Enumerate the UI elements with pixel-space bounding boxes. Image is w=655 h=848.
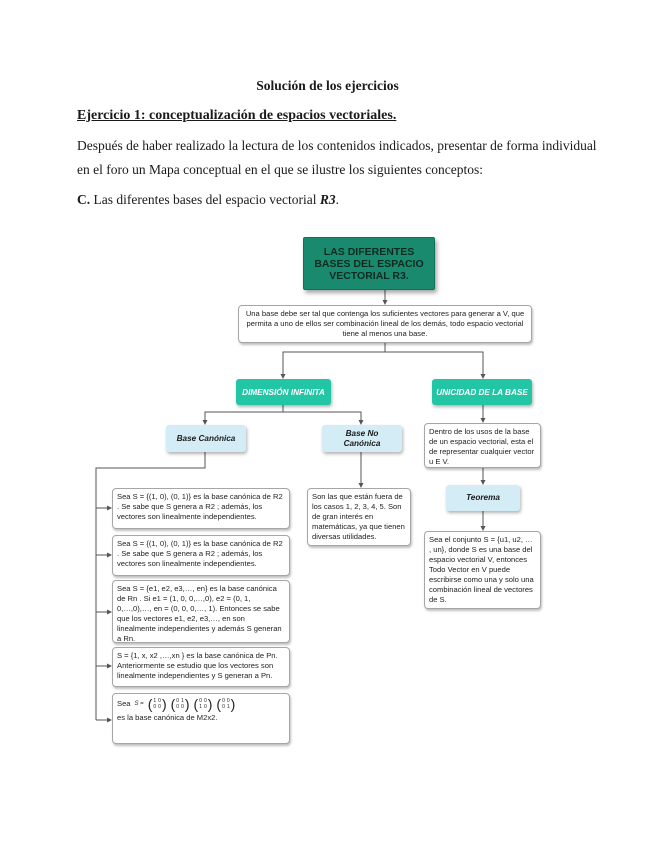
matrix-set-label: S =	[134, 701, 144, 707]
connector-to-no-canonica	[283, 412, 361, 424]
matrix-prefix: Sea	[117, 699, 131, 708]
canonica-item-2: Sea S = {(1, 0), (0, 1)} es la base canónica de R2 . Se sabe que S genera a R2 ; además, los vectores son linealmente independientes.	[112, 535, 290, 576]
item-c-end: .	[335, 192, 340, 207]
connector-to-unicidad	[385, 352, 483, 378]
teorema-text: Sea el conjunto S = {u1, u2, … , un}, donde S es una base del espacio vectorial V, entonces Todo Vector en V puede escribirse como una y solo una combinación lineal de vectores de S.	[424, 531, 541, 609]
item-c-text: Las diferentes bases del espacio vectorial	[90, 192, 320, 207]
matrix-suffix: es la base canónica de M2x2.	[117, 713, 218, 722]
exercise-heading: Ejercicio 1: conceptualización de espacios vectoriales.	[77, 108, 397, 123]
item-c-label: C.	[77, 192, 91, 207]
connector-to-canonica	[205, 405, 283, 424]
canonica-item-4: S = {1, x, x2 ,…,xn } es la base canónica de Pn. Anteriormente se estudio que los vectores son linealmente independientes y S generan a Pn.	[112, 647, 290, 687]
matrix-4: ( 0 0 0 1 )	[216, 696, 236, 712]
canonica-item-5	[112, 693, 290, 744]
item-c	[77, 192, 339, 208]
connector-to-dimension	[283, 343, 385, 378]
item-c-math: R3	[319, 192, 336, 207]
matrix-set-row	[117, 697, 285, 711]
matrix-3: ( 0 0 1 0 )	[193, 696, 213, 712]
page-title: Solución de los ejercicios	[256, 78, 399, 93]
branch-unicidad: UNICIDAD DE LA BASE	[432, 379, 532, 405]
base-canonica-node: Base Canónica	[166, 425, 246, 452]
canonica-item-1: Sea S = {(1, 0), (0, 1)} es la base canónica de R2 . Se sabe que S genera a R2 ; además, los vectores son linealmente independientes.	[112, 488, 290, 529]
unicidad-text: Dentro de los usos de la base de un espacio vectorial, esta el de representar cualquier vector u E V.	[424, 423, 541, 468]
base-no-canonica-node: Base No Canónica	[322, 425, 402, 452]
canonica-item-3: Sea S = {e1, e2, e3,…, en} es la base canónica de Rn . Si e1 = (1, 0, 0,…,0), e2 = (0, 1, 0,…,0),…, en = (0, 0, 0,…, 1). Entonces se sabe que los vectores e1, e2, e3,…, en son linealmente independientes y además S generan a Rn.	[112, 580, 290, 643]
matrix-1: ( 1 0 0 0 )	[147, 696, 167, 712]
branch-dimension-infinita: DIMENSIÓN INFINITA	[236, 379, 331, 405]
matrix-2: ( 0 1 0 0 )	[170, 696, 190, 712]
map-title: LAS DIFERENTES BASES DEL ESPACIO VECTORIAL R3.	[303, 237, 435, 290]
definition-box: Una base debe ser tal que contenga los suficientes vectores para generar a V, que permita a uno de ellos ser combinación lineal de los demás, todo espacio vectorial tiene al menos una base.	[238, 305, 532, 343]
instructions-line-2: en el foro un Mapa conceptual en el que se ilustre los siguientes conceptos:	[77, 162, 484, 177]
teorema-node: Teorema	[446, 485, 520, 511]
instructions-line-1: Después de haber realizado la lectura de los contenidos indicados, presentar de forma individual	[77, 138, 597, 153]
no-canonica-text: Son las que están fuera de los casos 1, 2, 3, 4, 5. Son de gran interés en matemáticas, ya que tienen diversas utilidades.	[307, 488, 411, 546]
